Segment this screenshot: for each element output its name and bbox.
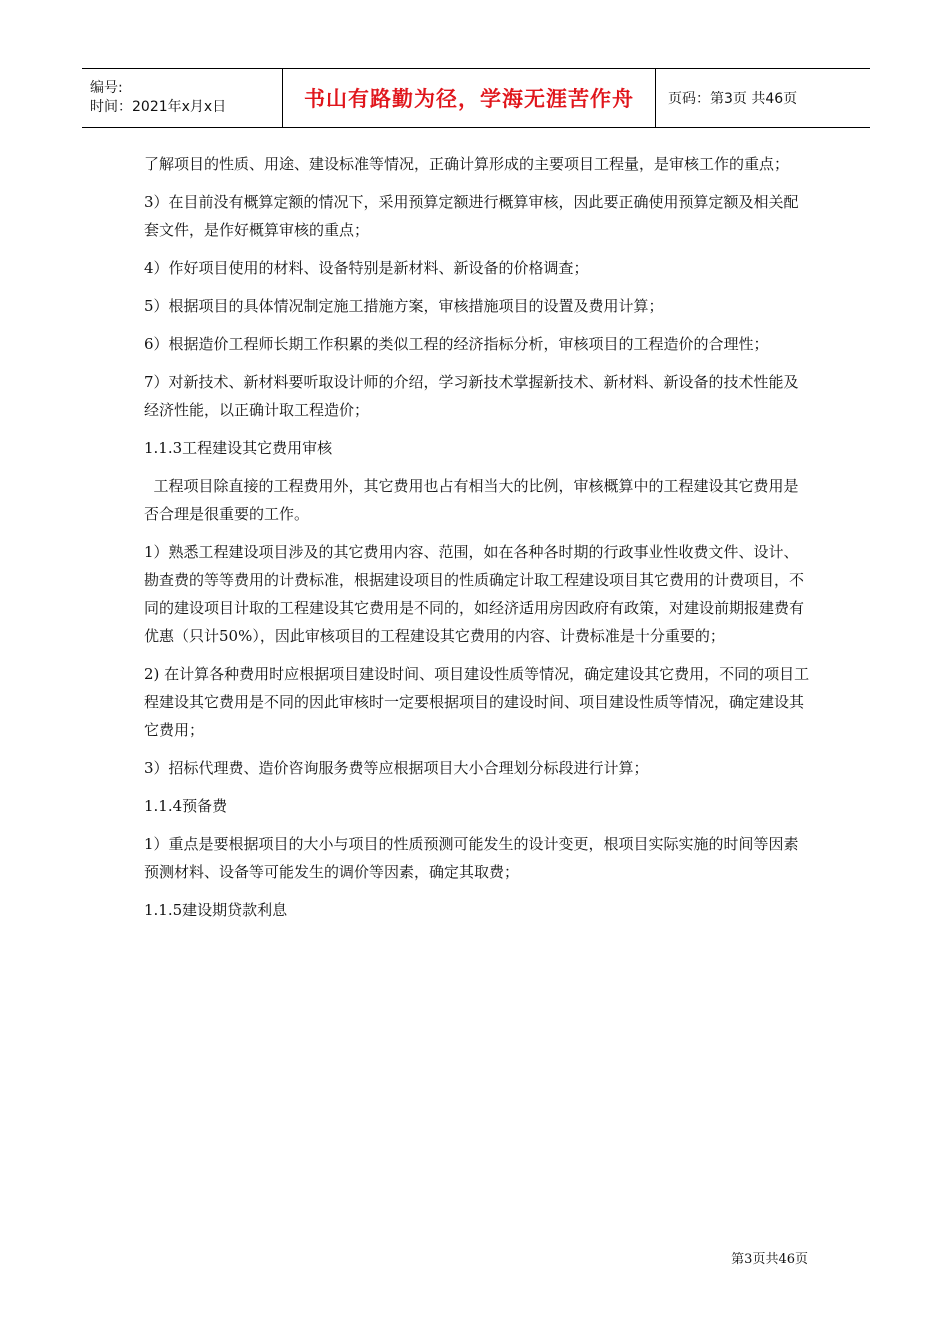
paragraph: 工程项目除直接的工程费用外，其它费用也占有相当大的比例，审核概算中的工程建设其它费用是否合理是很重要的工作。 [144,477,799,523]
paragraph: 2) 在计算各种费用时应根据项目建设时间、项目建设性质等情况，确定建设其它费用，不同的项目工程建设其它费用是不同的因此审核时一定要根据项目的建设时间、项目建设性质等情况，确定建设其它费用； [144,665,810,739]
paragraph: 6）根据造价工程师长期工作积累的类似工程的经济指标分析，审核项目的工程造价的合理性； [144,335,769,353]
header-motto: 书山有路勤为径，学海无涯苦作舟 [282,69,656,127]
paragraph: 4）作好项目使用的材料、设备特别是新材料、新设备的价格调查； [144,259,589,277]
header-page-number: 页码：第3页 共46页 [668,91,798,107]
paragraph: 1）熟悉工程建设项目涉及的其它费用内容、范围，如在各种各时期的行政事业性收费文件、设计、勘查费的等等费用的计费标准，根据建设项目的性质确定计取工程建设项目其它费用的计费项目，不同的建设项目计取的工程建设其它费用是不同的，如经济适用房因政府有政策，对建设前期报建费有优惠（只计50%），因此审核项目的工程建设其它费用的内容、计费标准是十分重要的； [144,543,805,645]
document-date: 时间：2021年x月x日 [90,99,227,115]
paragraph: 7）对新技术、新材料要听取设计师的介绍，学习新技术掌握新技术、新材料、新设备的技术性能及经济性能，以正确计取工程造价； [144,373,799,419]
section-heading: 1.1.4预备费 [144,797,228,815]
paragraph: 1）重点是要根据项目的大小与项目的性质预测可能发生的设计变更，根项目实际实施的时间等因素预测材料、设备等可能发生的调价等因素，确定其取费； [144,835,799,881]
paragraph: 3）在目前没有概算定额的情况下，采用预算定额进行概算审核，因此要正确使用预算定额及相关配套文件，是作好概算审核的重点； [144,193,799,239]
document-body [144,150,810,934]
section-heading: 1.1.5建设期贷款利息 [144,901,288,919]
page-footer: 第3页共46页 [731,1252,808,1267]
section-heading: 1.1.3工程建设其它费用审核 [144,439,333,457]
paragraph: 5）根据项目的具体情况制定施工措施方案，审核措施项目的设置及费用计算； [144,297,664,315]
paragraph: 了解项目的性质、用途、建设标准等情况，正确计算形成的主要项目工程量，是审核工作的重点； [144,155,790,173]
page-header [82,68,870,128]
paragraph: 3）招标代理费、造价咨询服务费等应根据项目大小合理划分标段进行计算； [144,759,649,777]
document-code-label: 编号: [90,80,123,96]
header-meta [82,69,282,127]
